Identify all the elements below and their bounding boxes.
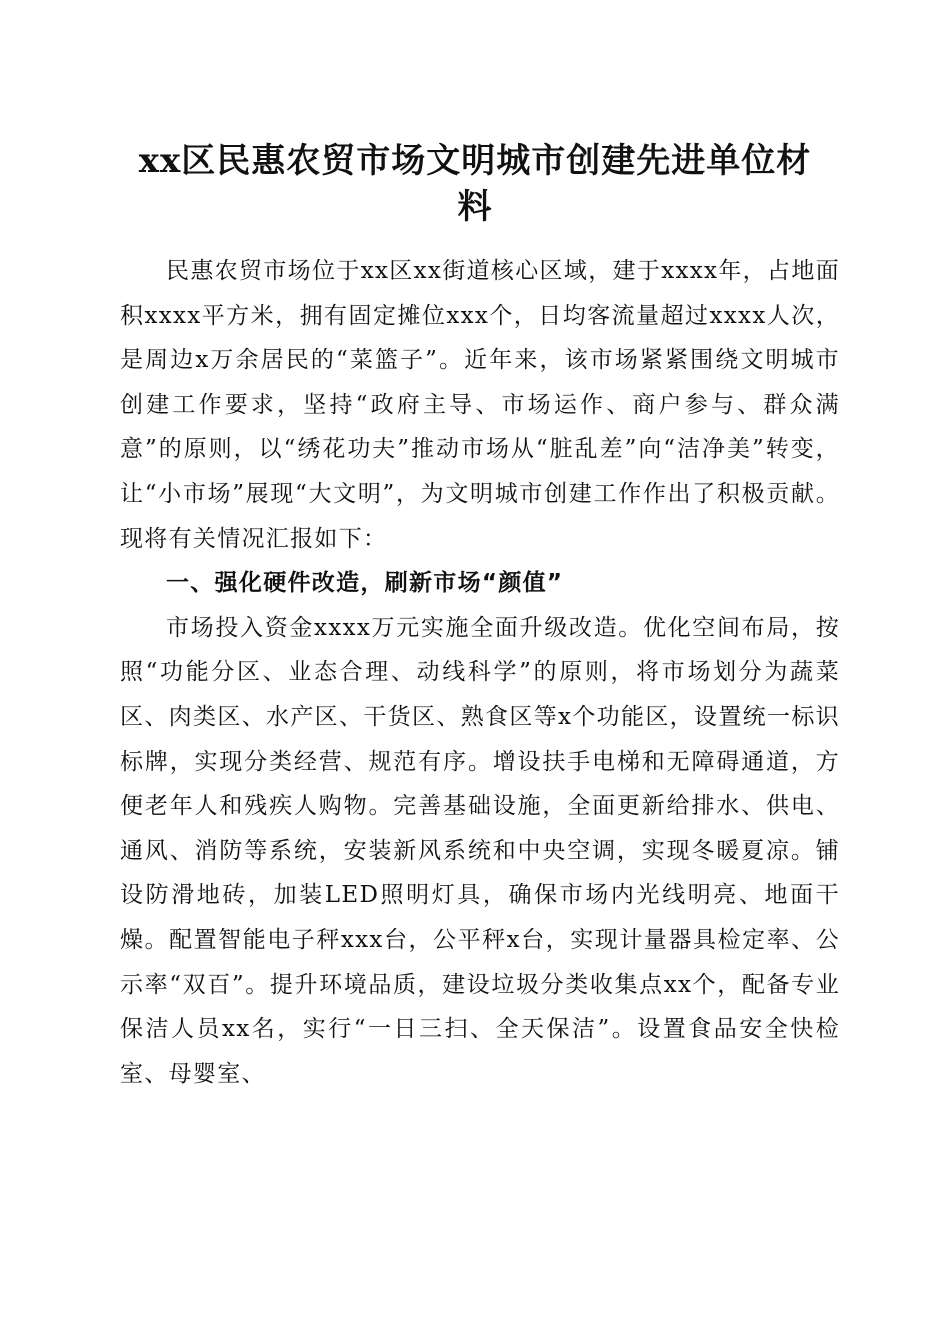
section-heading-1: 一、强化硬件改造，刷新市场“颜值” bbox=[166, 570, 564, 597]
section-1-paragraph: 市场投入资金xxxx万元实施全面升级改造。优化空间布局，按照“功能分区、业态合理、动线科学”的原则，将市场划分为蔬菜区、肉类区、水产区、干货区、熟食区等x个功能区，设置统一标识标牌，实现分类经营、规范有序。增设扶手电梯和无障碍通道，方便老年人和残疾人购物。完善基础设施，全面更新给排水、供电、通风、消防等系统，安装新风系统和中央空调，实现冬暖夏凉。铺设防滑地砖，加装LED照明灯具，确保市场内光线明亮、地面干燥。配置智能电子秤xxx台，公平秤x台，实现计量器具检定率、公示率“双百”。提升环境品质，建设垃圾分类收集点xx个，配备专业保洁人员xx名，实行“一日三扫、全天保洁”。设置食品安全快检室、母婴室、 bbox=[120, 614, 840, 1087]
document-title bbox=[110, 138, 840, 230]
title-line-1: xx区民惠农贸市场文明城市创建先进单位材 bbox=[138, 141, 812, 181]
title-line-2: 料 bbox=[457, 187, 493, 227]
intro-paragraph: 民惠农贸市场位于xx区xx街道核心区域，建于xxxx年，占地面积xxxx平方米，拥有固定摊位xxx个，日均客流量超过xxxx人次，是周边x万余居民的“菜篮子”。近年来，该市场紧紧围绕文明城市创建工作要求，坚持“政府主导、市场运作、商户参与、群众满意”的原则，以“绣花功夫”推动市场从“脏乱差”向“洁净美”转变，让“小市场”展现“大文明”，为文明城市创建工作作出了积极贡献。现将有关情况汇报如下： bbox=[120, 258, 840, 552]
document-body bbox=[120, 249, 840, 1096]
